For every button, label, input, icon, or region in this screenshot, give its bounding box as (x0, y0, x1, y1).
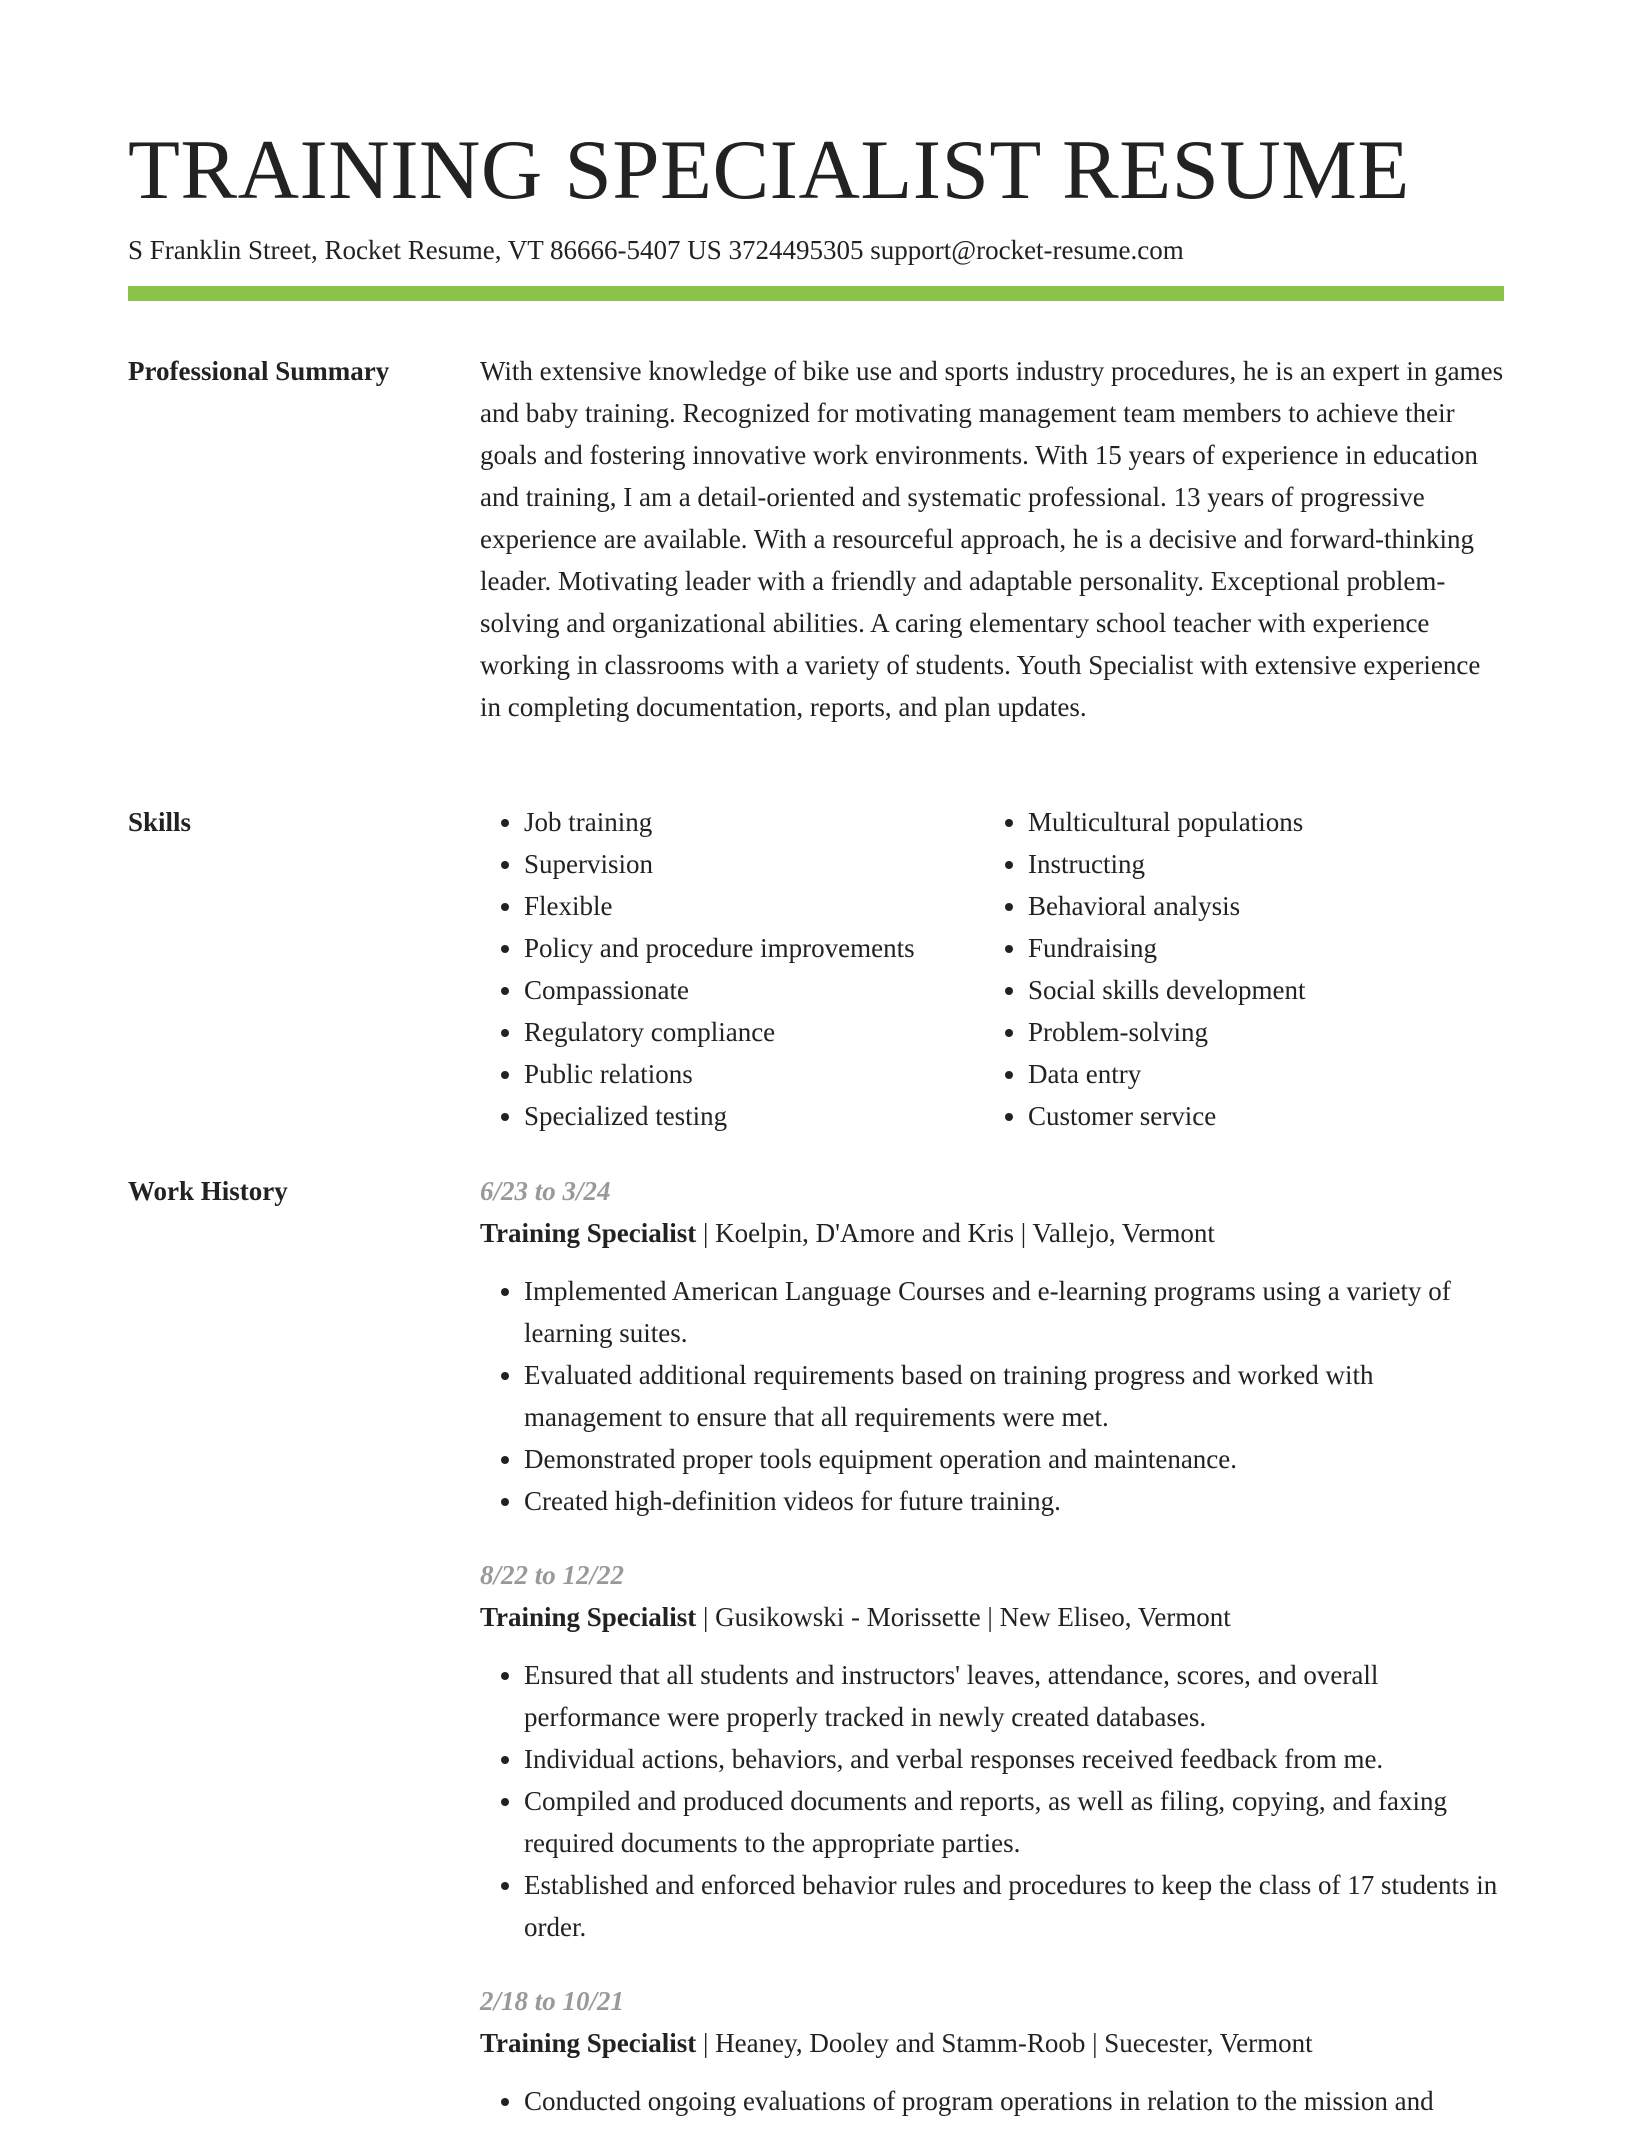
skill-item: • Supervision (524, 843, 984, 885)
job-bullet: • Individual actions, behaviors, and verbal responses received feedback from me. (524, 1738, 1504, 1780)
job-bullet: • Created high-definition videos for future training. (524, 1480, 1504, 1522)
job-bullet: • Ensured that all students and instructors' leaves, attendance, scores, and overall performance were properly tracked in newly created databases. (524, 1654, 1504, 1738)
job-bullet: • Compiled and produced documents and reports, as well as filing, copying, and faxing required documents to the appropriate parties. (524, 1780, 1504, 1864)
skill-item: • Flexible (524, 885, 984, 927)
skills-list-left (480, 801, 984, 1137)
job-bullet: • Established and enforced behavior rules and procedures to keep the class of 17 students in order. (524, 1864, 1504, 1948)
job-details: | Koelpin, D'Amore and Kris | Vallejo, Vermont (696, 1218, 1215, 1248)
skill-item: • Social skills development (1028, 969, 1488, 1011)
skill-item: • Specialized testing (524, 1095, 984, 1137)
job-bullet: • Evaluated additional requirements based on training progress and worked with management to ensure that all requirements were met. (524, 1354, 1504, 1438)
resume-title: TRAINING SPECIALIST RESUME (128, 123, 1410, 217)
job-title: Training Specialist (480, 1602, 697, 1632)
job-entry (480, 1170, 1504, 1522)
skill-item: • Problem-solving (1028, 1011, 1488, 1053)
job-details: | Heaney, Dooley and Stamm-Roob | Suecester, Vermont (696, 2028, 1313, 2058)
summary-heading: Professional Summary (128, 356, 390, 386)
skill-item: • Fundraising (1028, 927, 1488, 969)
job-bullet: • Conducted ongoing evaluations of program operations in relation to the mission and (524, 2080, 1504, 2122)
skill-item: • Behavioral analysis (1028, 885, 1488, 927)
accent-divider (128, 286, 1504, 301)
skill-item: • Regulatory compliance (524, 1011, 984, 1053)
job-entry (480, 1980, 1504, 2122)
skill-item: • Instructing (1028, 843, 1488, 885)
job-bullets (480, 1270, 1504, 1522)
job-title: Training Specialist (480, 2028, 697, 2058)
skill-item: • Customer service (1028, 1095, 1488, 1137)
job-dates: 2/18 to 10/21 (480, 1986, 625, 2016)
job-dates: 8/22 to 12/22 (480, 1560, 625, 1590)
job-bullet: • Implemented American Language Courses and e-learning programs using a variety of learning suites. (524, 1270, 1504, 1354)
skill-item: • Job training (524, 801, 984, 843)
job-header (480, 1212, 1504, 1254)
summary-text: With extensive knowledge of bike use and sports industry procedures, he is an expert in games and baby training. Recognized for motivating management team members to achieve their goals and fostering innovative work environments. With 15 years of experience in education and training, I am a detail-oriented and systematic professional. 13 years of progressive experience are available. With a resourceful approach, he is a decisive and forward-thinking leader. Motivating leader with a friendly and adaptable personality. Exceptional problem-solving and organizational abilities. A caring elementary school teacher with experience working in classrooms with a variety of students. Youth Specialist with extensive experience in completing documentation, reports, and plan updates. (480, 356, 1504, 722)
work-history-heading: Work History (128, 1176, 288, 1206)
job-bullets (480, 1654, 1504, 1948)
job-details: | Gusikowski - Morissette | New Eliseo, Vermont (696, 1602, 1231, 1632)
skills-heading: Skills (128, 807, 192, 837)
job-bullets (480, 2080, 1504, 2122)
skill-item: • Multicultural populations (1028, 801, 1488, 843)
contact-line: S Franklin Street, Rocket Resume, VT 86666-5407 US 3724495305 support@rocket-resume.com (128, 235, 1184, 265)
job-entry (480, 1554, 1504, 1948)
skills-list-right (984, 801, 1488, 1137)
job-header (480, 1596, 1504, 1638)
job-bullet: • Demonstrated proper tools equipment operation and maintenance. (524, 1438, 1504, 1480)
job-header (480, 2022, 1504, 2064)
job-dates: 6/23 to 3/24 (480, 1176, 611, 1206)
skill-item: • Compassionate (524, 969, 984, 1011)
skill-item: • Data entry (1028, 1053, 1488, 1095)
skill-item: • Policy and procedure improvements (524, 927, 984, 969)
skill-item: • Public relations (524, 1053, 984, 1095)
job-title: Training Specialist (480, 1218, 697, 1248)
